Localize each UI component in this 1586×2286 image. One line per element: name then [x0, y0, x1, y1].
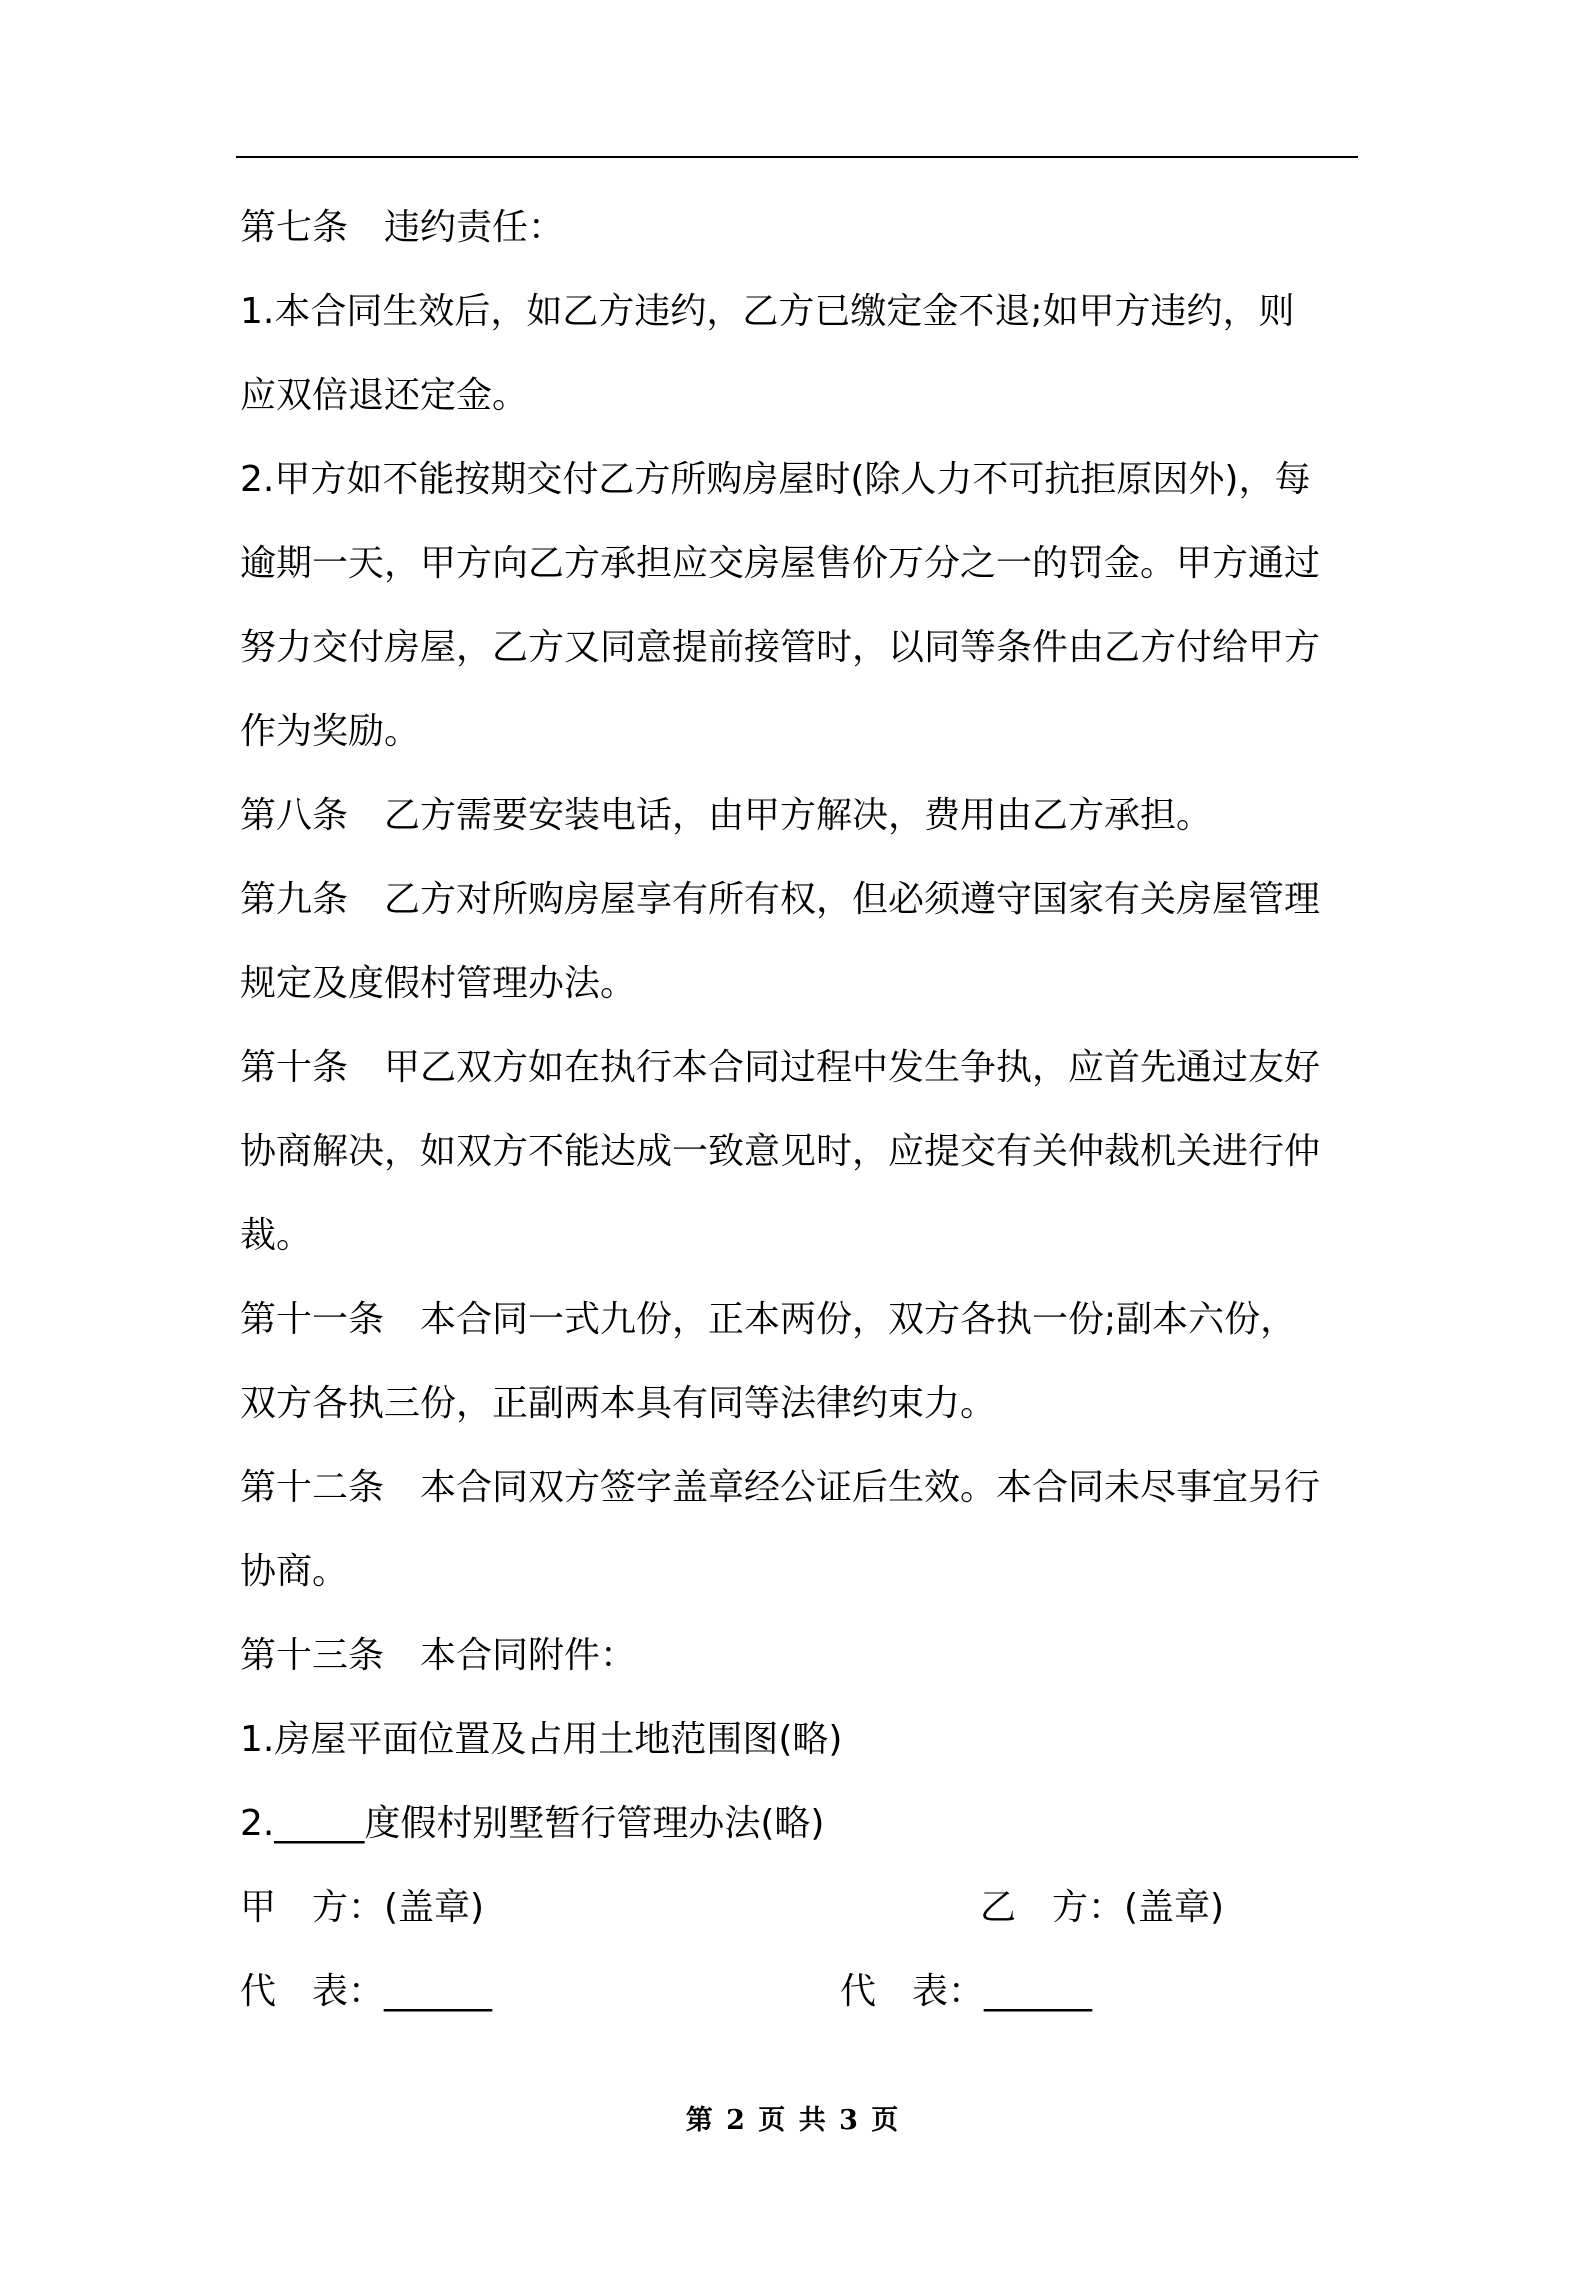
- article-12-line-2: 协商。: [240, 1551, 349, 1592]
- article-11-line-1: 第十一条 本合同一式九份，正本两份，双方各执一份;副本六份，: [240, 1299, 1297, 1340]
- article-7-line-1: 1.本合同生效后，如乙方违约，乙方已缴定金不退;如甲方违约，则: [240, 291, 1295, 332]
- article-10-line-1: 第十条 甲乙双方如在执行本合同过程中发生争执，应首先通过友好: [240, 1047, 1321, 1088]
- attachment-2: 2._____度假村别墅暂行管理办法(略): [240, 1803, 825, 1844]
- article-10-line-3: 裁。: [240, 1215, 313, 1256]
- signature-row-seal: [240, 1866, 1358, 1950]
- party-a-representative-label: 代 表：______: [240, 1971, 493, 2012]
- article-7-line-5: 努力交付房屋，乙方又同意提前接管时，以同等条件由乙方付给甲方: [240, 627, 1321, 668]
- signature-row-representative: [240, 1950, 1358, 2034]
- party-a-seal-label: 甲 方：(盖章): [240, 1887, 485, 1928]
- article-7-line-4: 逾期一天，甲方向乙方承担应交房屋售价万分之一的罚金。甲方通过: [240, 543, 1321, 584]
- article-12-line-1: 第十二条 本合同双方签字盖章经公证后生效。本合同未尽事宜另行: [240, 1467, 1321, 1508]
- article-10-line-2: 协商解决，如双方不能达成一致意见时，应提交有关仲裁机关进行仲: [240, 1131, 1321, 1172]
- article-11-line-2: 双方各执三份，正副两本具有同等法律约束力。: [240, 1383, 997, 1424]
- header-rule: [236, 156, 1358, 158]
- article-7-line-2: 应双倍退还定金。: [240, 375, 529, 416]
- article-7-line-6: 作为奖励。: [240, 711, 421, 752]
- article-7-heading: 第七条 违约责任：: [240, 207, 565, 248]
- article-7-line-3: 2.甲方如不能按期交付乙方所购房屋时(除人力不可抗拒原因外)，每: [240, 459, 1311, 500]
- article-9-line-2: 规定及度假村管理办法。: [240, 963, 637, 1004]
- article-9-line-1: 第九条 乙方对所购房屋享有所有权，但必须遵守国家有关房屋管理: [240, 879, 1321, 920]
- party-b-representative-label: 代 表：______: [840, 1971, 1093, 2012]
- party-b-seal-label: 乙 方：(盖章): [980, 1887, 1225, 1928]
- article-13-heading: 第十三条 本合同附件：: [240, 1635, 637, 1676]
- page-number: 第 2 页 共 3 页: [685, 2105, 901, 2136]
- article-8-line-1: 第八条 乙方需要安装电话，由甲方解决，费用由乙方承担。: [240, 795, 1213, 836]
- attachment-1: 1.房屋平面位置及占用土地范围图(略): [240, 1719, 843, 1760]
- contract-body: [240, 186, 1358, 2034]
